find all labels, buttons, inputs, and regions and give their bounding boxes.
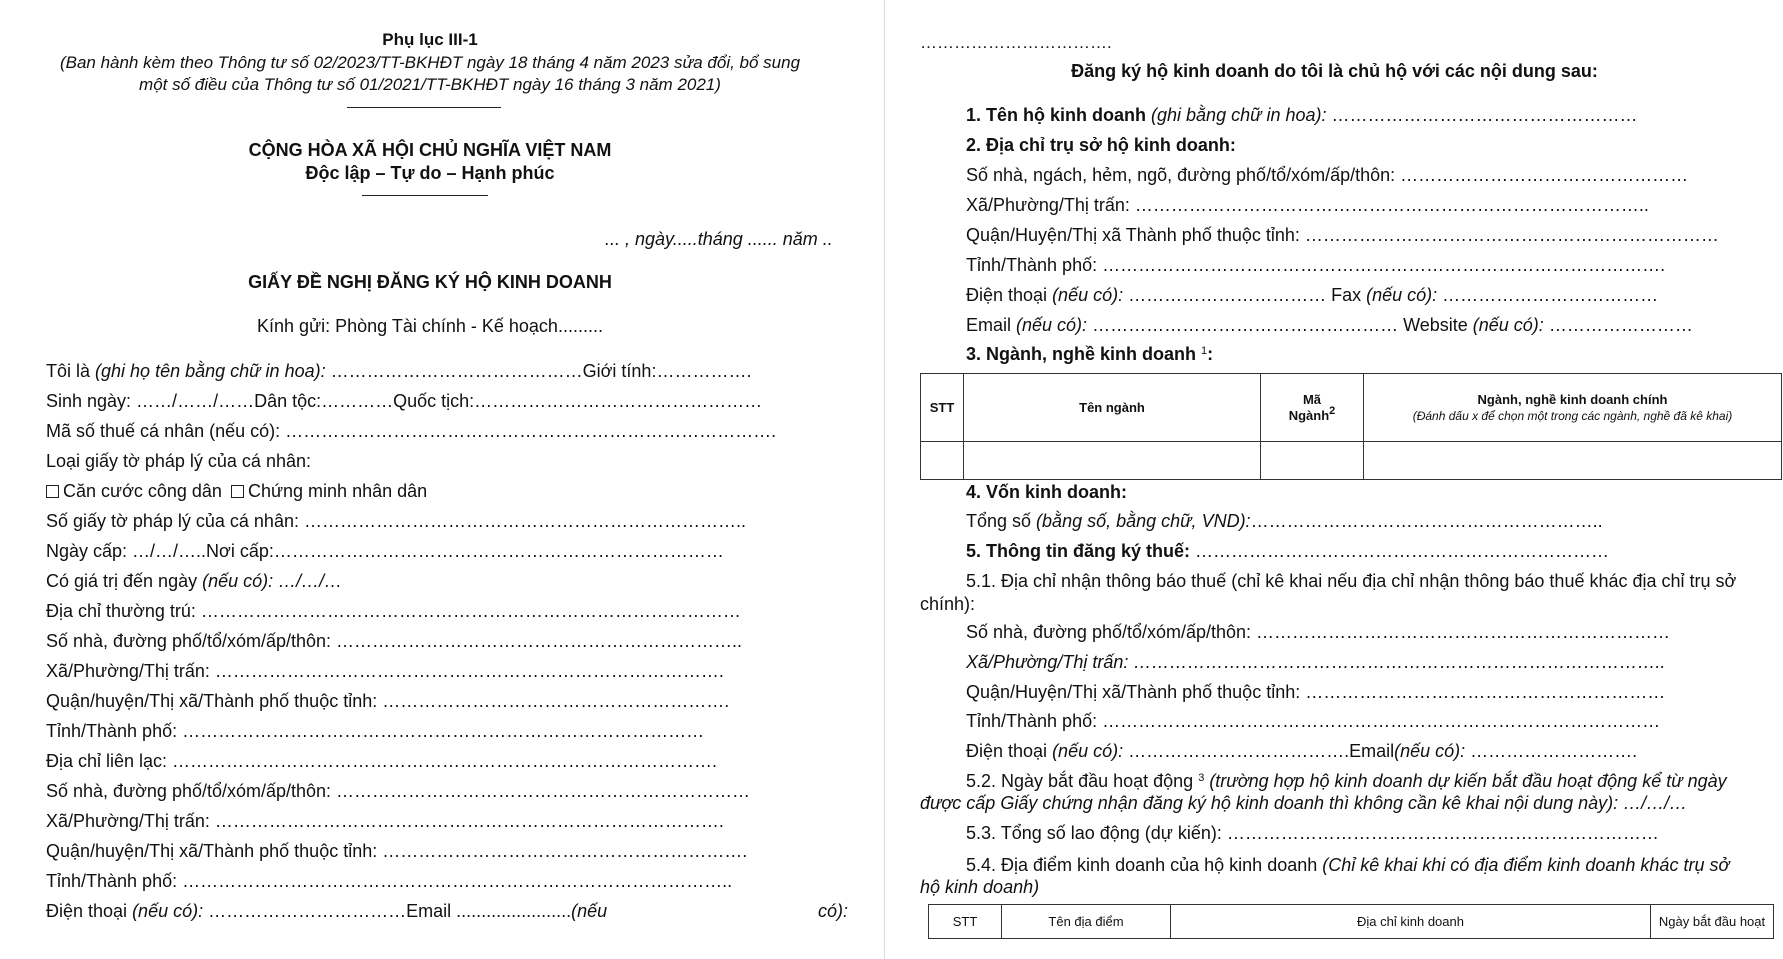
contact-street-field[interactable]: Số nhà, đường phố/tổ/xóm/ấp/thôn: ……………………………………………………………	[46, 781, 751, 801]
col-line-name: Tên ngành	[964, 374, 1261, 442]
page-divider	[884, 0, 885, 959]
motto-divider	[362, 195, 488, 196]
id-number-field[interactable]: Số giấy tờ pháp lý của cá nhân: ………………………………………………………………..	[46, 511, 746, 531]
start-date-line-2[interactable]: được cấp Giấy chứng nhận đăng ký hộ kinh doanh thì không cần kê khai nội dung này): …/…/…	[920, 793, 1688, 813]
section-3-heading: 3. Ngành, nghề kinh doanh $^1$:	[966, 344, 1214, 364]
contact-address-label[interactable]: Địa chỉ liên lạc: ……………………………………………………………………………….	[46, 751, 718, 771]
start-date-line-1: 5.2. Ngày bắt đầu hoạt động $^3$ (trường hợp hộ kinh doanh dự kiến bắt đầu hoạt động kể từ ngày	[966, 771, 1727, 791]
option-cmnd-label: Chứng minh nhân dân	[247, 481, 428, 501]
left-page	[0, 0, 884, 959]
issue-date-field[interactable]: Ngày cấp: …/…/…..Nơi cấp:…………………………………………………………………	[46, 541, 724, 561]
table-header-row	[929, 905, 1774, 939]
section-5-heading: 5. Thông tin đăng ký thuế: ……………………………………………………………	[966, 541, 1610, 561]
recipient-line: Kính gửi: Phòng Tài chính - Kế hoạch.........	[257, 316, 603, 336]
permanent-district-field[interactable]: Quận/huyện/Thị xã/Thành phố thuộc tỉnh: ………………………………………………….	[46, 691, 730, 711]
hq-street-field[interactable]: Số nhà, ngách, hẻm, ngõ, đường phố/tổ/xóm/ấp/thôn: …………………………………………	[966, 165, 1689, 185]
checkbox-cccd[interactable]	[46, 485, 59, 498]
top-dots: …………………………….	[920, 33, 1112, 52]
hq-district-field[interactable]: Quận/Huyện/Thị xã Thành phố thuộc tỉnh: ……………………………………………………………	[966, 225, 1719, 245]
permanent-province-field[interactable]: Tỉnh/Thành phố: ……………………………………………………………………………	[46, 721, 705, 741]
permanent-address-label[interactable]: Địa chỉ thường trú: ………………………………………………………………………………	[46, 601, 741, 621]
cell-main-line[interactable]	[1364, 442, 1782, 480]
tax-district-field[interactable]: Quận/Huyện/Thị xã/Thành phố thuộc tỉnh: ……………………………………………………	[966, 682, 1666, 702]
col-main-line: Ngành, nghề kinh doanh chính (Đánh dấu x để chọn một trong các ngành, nghề đã kê khai)	[1364, 374, 1782, 442]
col-place-name: Tên địa điểm	[1002, 905, 1171, 939]
registration-intro: Đăng ký hộ kinh doanh do tôi là chủ hộ với các nội dung sau:	[1071, 61, 1598, 81]
annex-title: Phụ lục III-1	[382, 30, 478, 49]
tax-province-field[interactable]: Tỉnh/Thành phố: …………………………………………………………………………………	[966, 711, 1661, 731]
cell-line-name[interactable]	[964, 442, 1261, 480]
permanent-ward-field[interactable]: Xã/Phường/Thị trấn: ………………………………………………………………………….	[46, 661, 724, 681]
section-2-heading: 2. Địa chỉ trụ sở hộ kinh doanh:	[966, 135, 1236, 155]
hq-email-website-field[interactable]: Email (nếu có): …………………………………………… Website (nếu có): ……………………	[966, 315, 1693, 335]
table-row[interactable]	[921, 442, 1782, 480]
right-page	[886, 0, 1783, 959]
document-title: GIẤY ĐỀ NGHỊ ĐĂNG KÝ HỘ KINH DOANH	[248, 272, 612, 292]
contact-province-field[interactable]: Tỉnh/Thành phố: ………………………………………………………………………………..	[46, 871, 733, 891]
valid-until-field[interactable]: Có giá trị đến ngày (nếu có): …/…/…	[46, 571, 343, 591]
business-lines-table	[920, 373, 1782, 480]
national-motto: Độc lập – Tự do – Hạnh phúc	[305, 163, 555, 183]
option-cccd-label: Căn cước công dân	[63, 481, 222, 501]
nation-header: CỘNG HÒA XÃ HỘI CHỦ NGHĨA VIỆT NAM	[248, 140, 612, 160]
business-location-line-1: 5.4. Địa điểm kinh doanh của hộ kinh doanh (Chỉ kê khai khi có địa điểm kinh doanh khác trụ sở	[966, 855, 1730, 875]
phone-email-field[interactable]: Điện thoại (nếu có): ……………………………Email .......................(nếu	[46, 901, 608, 921]
tax-phone-email-field[interactable]: Điện thoại (nếu có): ……………………………….Email(nếu có): ……………………….	[966, 741, 1638, 761]
phone-email-hint-end: có):	[818, 901, 849, 921]
tax-address-note-line-2: chính):	[920, 594, 976, 614]
date-of-birth-field[interactable]: Sinh ngày: ……/……/……Dân tộc:…………Quốc tịch:…………………………………………	[46, 391, 763, 411]
tax-street-field[interactable]: Số nhà, đường phố/tổ/xóm/ấp/thôn: ……………………………………………………………	[966, 622, 1671, 642]
capital-total-field[interactable]: Tổng số (bằng số, bằng chữ, VND):…………………………………………………..	[966, 511, 1603, 531]
section-4-heading: 4. Vốn kinh doanh:	[966, 482, 1127, 502]
labor-count-field[interactable]: 5.3. Tổng số lao động (dự kiến): ………………………………………………………………	[966, 823, 1659, 843]
tax-address-note-line-1: 5.1. Địa chỉ nhận thông báo thuế (chỉ kê khai nếu địa chỉ nhận thông báo thuế khác địa chỉ trụ sở	[966, 571, 1737, 591]
col-line-code: Mã Ngành$^2$	[1261, 374, 1364, 442]
checkbox-cmnd[interactable]	[231, 485, 244, 498]
table-header-row	[921, 374, 1782, 442]
col-stt: STT	[921, 374, 964, 442]
col-stt: STT	[929, 905, 1002, 939]
annex-divider	[347, 107, 501, 108]
contact-district-field[interactable]: Quận/huyện/Thị xã/Thành phố thuộc tỉnh: …………………………………………………….	[46, 841, 748, 861]
applicant-name-field[interactable]: Tôi là (ghi họ tên bằng chữ in hoa): ……………………………………Giới tính:…………….	[46, 361, 752, 381]
col-address: Địa chỉ kinh doanh	[1171, 905, 1651, 939]
annex-note-line-1: (Ban hành kèm theo Thông tư số 02/2023/TT-BKHĐT ngày 18 tháng 4 năm 2023 sửa đổi, bổ sung	[59, 53, 801, 72]
annex-note-line-2: một số điều của Thông tư số 01/2021/TT-BKHĐT ngày 16 tháng 3 năm 2021)	[139, 75, 721, 94]
col-start-date: Ngày bắt đầu hoạt	[1651, 905, 1774, 939]
tax-code-field[interactable]: Mã số thuế cá nhân (nếu có): ……………………………………………………………………….	[46, 421, 777, 441]
business-name-field[interactable]: 1. Tên hộ kinh doanh (ghi bằng chữ in hoa): ……………………………………………	[966, 105, 1638, 125]
permanent-street-field[interactable]: Số nhà, đường phố/tổ/xóm/ấp/thôn: …………………………………………………………..	[46, 631, 743, 651]
hq-ward-field[interactable]: Xã/Phường/Thị trấn: …………………………………………………………………………..	[966, 195, 1649, 215]
business-location-line-2: hộ kinh doanh)	[920, 877, 1040, 897]
id-type-options	[46, 480, 427, 502]
tax-ward-field[interactable]: Xã/Phường/Thị trấn: ……………………………………………………………………………..	[966, 652, 1666, 672]
hq-phone-fax-field[interactable]: Điện thoại (nếu có): …………………………… Fax (nếu có): ………………………………	[966, 285, 1659, 305]
cell-line-code[interactable]	[1261, 442, 1364, 480]
id-type-label: Loại giấy tờ pháp lý của cá nhân:	[46, 451, 311, 471]
date-line: ... , ngày.....tháng ...... năm ..	[605, 229, 833, 249]
business-locations-table	[928, 904, 1774, 939]
hq-province-field[interactable]: Tỉnh/Thành phố: ………………………………………………………………………………….	[966, 255, 1666, 275]
contact-ward-field[interactable]: Xã/Phường/Thị trấn: ………………………………………………………………………….	[46, 811, 724, 831]
cell-stt[interactable]	[921, 442, 964, 480]
